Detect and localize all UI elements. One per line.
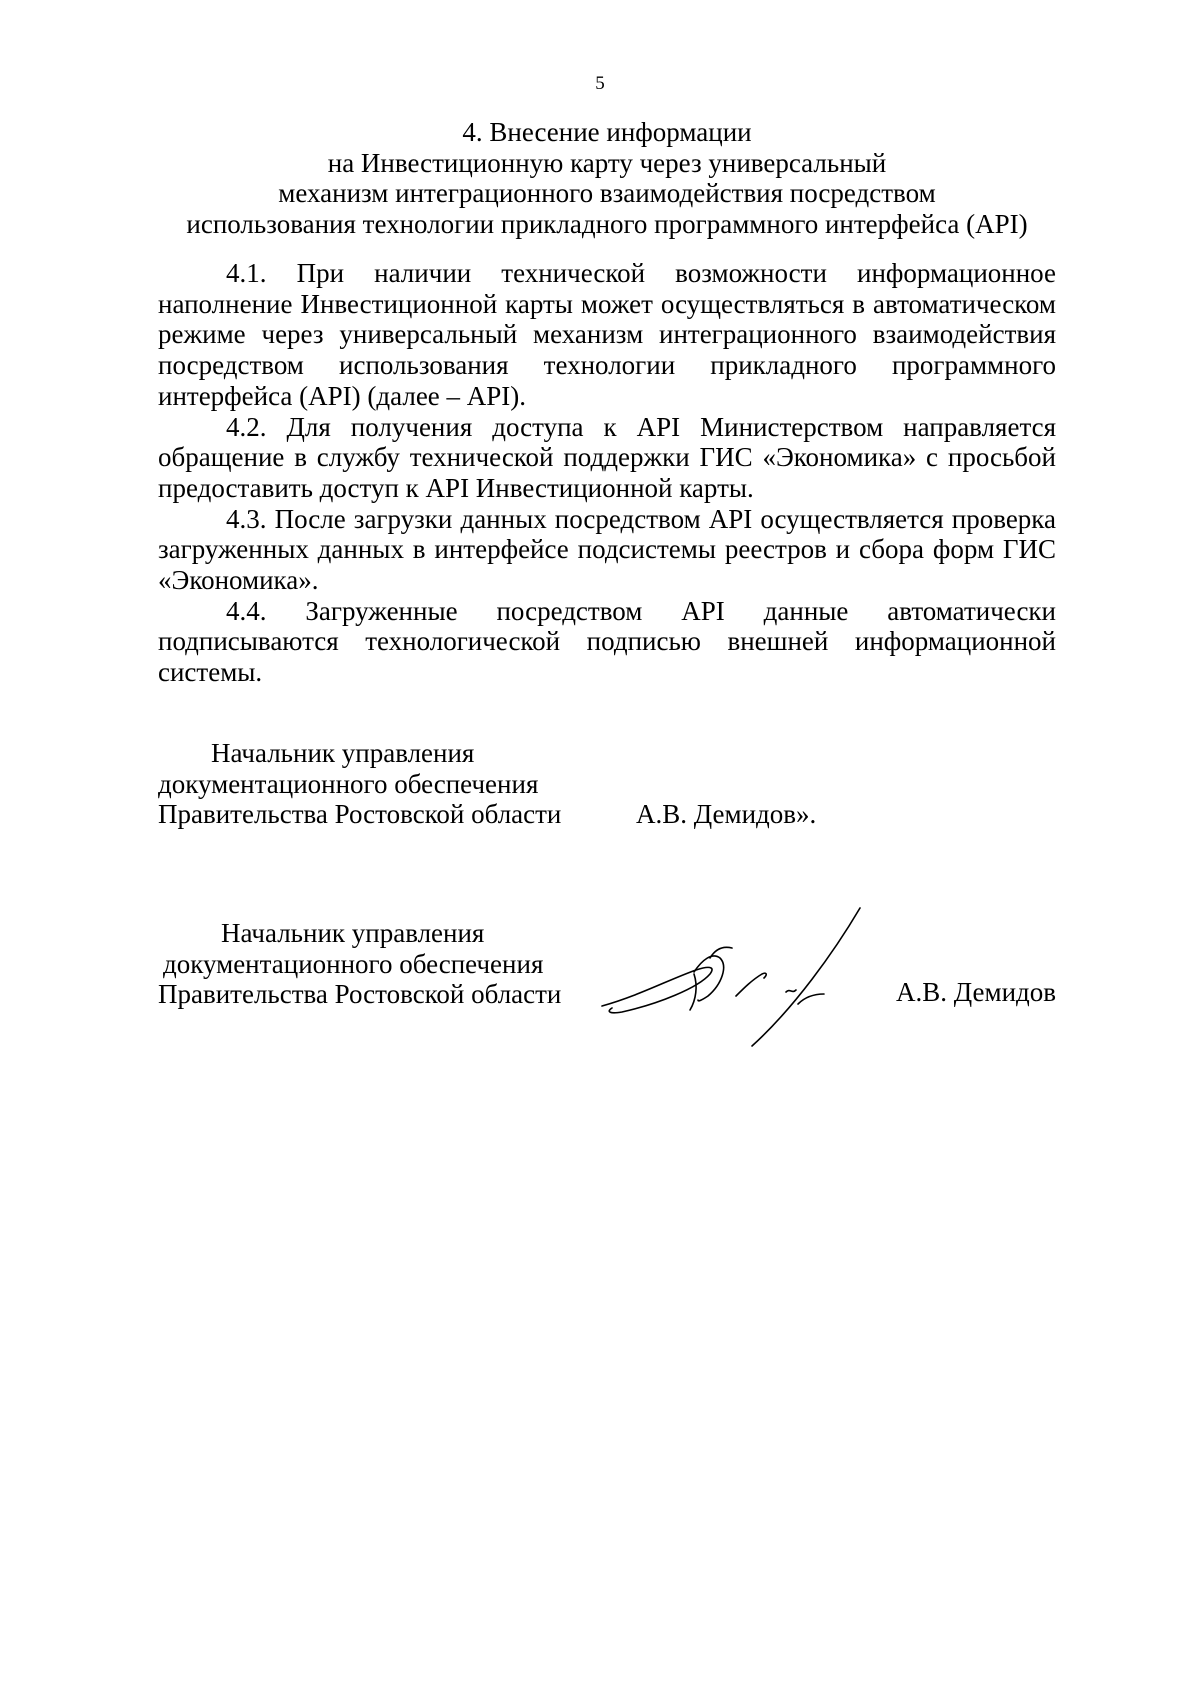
signer-name: А.В. Демидов». xyxy=(636,799,817,829)
heading-line: на Инвестиционную карту через универсальный xyxy=(327,147,887,178)
heading-line: механизм интеграционного взаимодействия посредством xyxy=(278,178,936,208)
paragraph-4-4: 4.4. Загруженные посредством API данные автоматически подписываются технологической подписью внешней информационной системы. xyxy=(158,595,1056,688)
handwritten-signature xyxy=(598,900,868,1050)
page-number: 5 xyxy=(595,73,605,94)
signer-position-line: документационного обеспечения xyxy=(163,948,544,979)
signer-position-line: Начальник управления xyxy=(221,918,485,948)
signature-block-title xyxy=(158,918,561,1010)
paragraph-4-3: 4.3. После загрузки данных посредством API осуществляется проверка загруженных данных в интерфейсе подсистемы реестров и сбора форм ГИС «Экономика». xyxy=(158,503,1056,596)
heading-line: использования технологии прикладного программного интерфейса (API) xyxy=(186,208,1028,239)
paragraph-4-1: 4.1. При наличии технической возможности информационное наполнение Инвестиционной карты может осуществляться в автоматическом режиме через универсальный механизм интеграционного взаимодействия посредством использования технологии прикладного программного интерфейса (API) (далее – API). xyxy=(158,258,1056,411)
signer-position-line: Правительства Ростовской области xyxy=(158,799,562,829)
section-heading xyxy=(158,117,1056,239)
paragraph-4-2: 4.2. Для получения доступа к API Министерством направляется обращение в службу технической поддержки ГИС «Экономика» с просьбой предоставить доступ к API Инвестиционной карты. xyxy=(158,411,1056,503)
section-body xyxy=(158,258,1056,688)
signer-position-line: документационного обеспечения xyxy=(158,768,539,799)
signature-block-title xyxy=(158,738,561,830)
signer-position-line: Начальник управления xyxy=(211,738,475,768)
heading-line: 4. Внесение информации xyxy=(462,117,752,147)
signer-position-line: Правительства Ростовской области xyxy=(158,979,562,1009)
signer-name: А.В. Демидов xyxy=(896,977,1057,1007)
